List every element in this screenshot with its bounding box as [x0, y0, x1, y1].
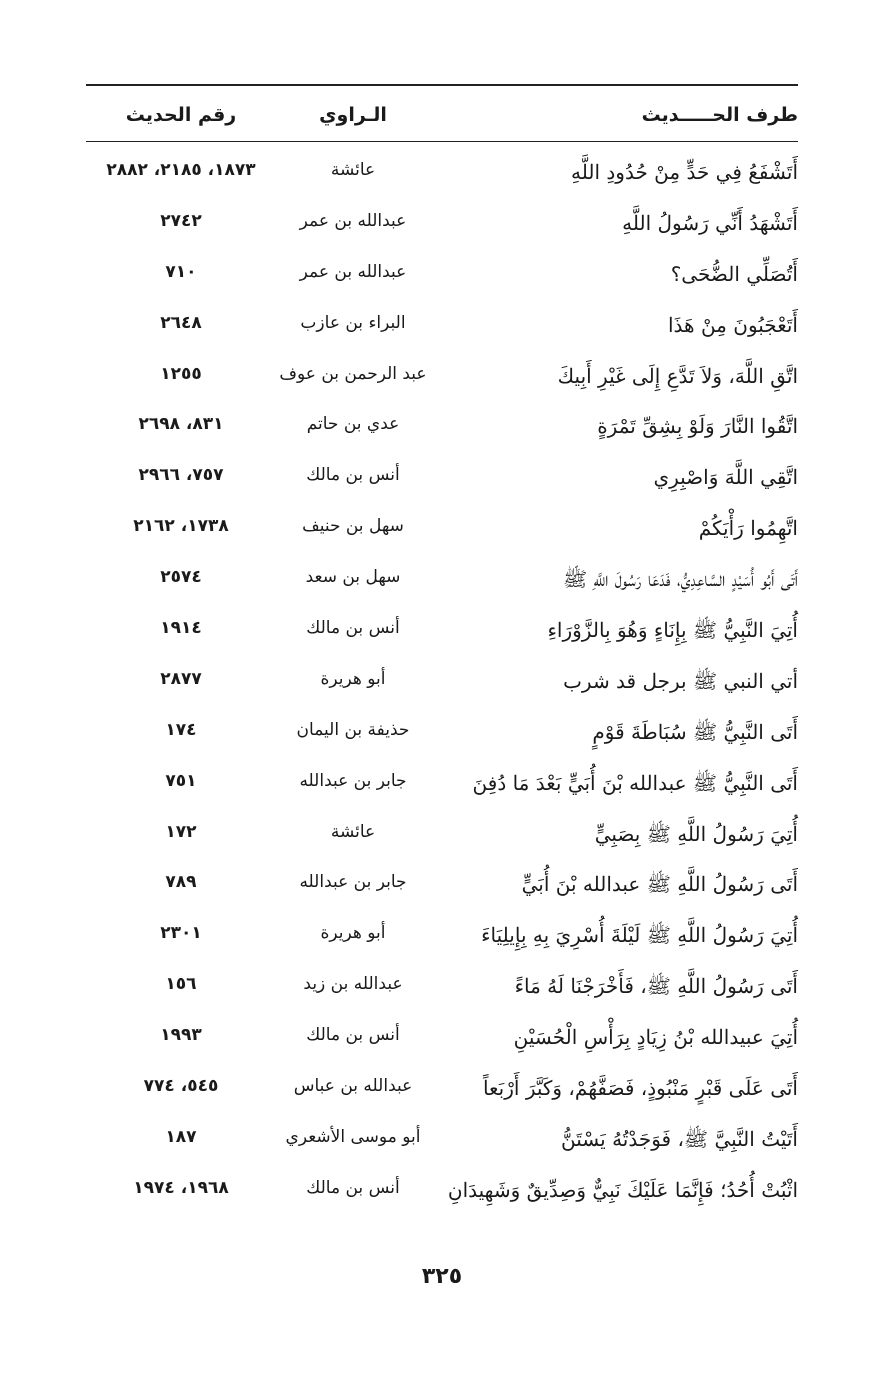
narrator: عبدالله بن عمر	[299, 261, 407, 282]
table-row	[86, 1117, 798, 1168]
table-row	[86, 659, 798, 710]
hadith-numbers: ١٧٢	[165, 821, 197, 842]
hadith-numbers: ٨٣١، ٢٦٩٨	[138, 414, 224, 435]
top-rule	[86, 84, 798, 86]
hadith-text: اتَّقُوا النَّارَ وَلَوْ بِشِقِّ تَمْرَةٍ	[597, 414, 798, 439]
hadith-numbers: ٧٥٧، ٢٩٦٦	[138, 465, 224, 486]
page-number: ٣٢٥	[421, 1264, 463, 1289]
hadith-numbers: ٢٦٤٨	[160, 312, 202, 333]
narrator: عبدالله بن عباس	[293, 1076, 413, 1097]
hadith-numbers: ١٢٥٥	[160, 363, 202, 384]
hadith-numbers: ٧١٠	[165, 261, 197, 282]
narrator: أنس بن مالك	[306, 1025, 400, 1046]
table-row	[86, 964, 798, 1015]
header-rule	[86, 141, 798, 142]
table-row	[86, 303, 798, 354]
table-row	[86, 710, 798, 761]
hadith-numbers: ٧٨٩	[165, 872, 197, 893]
table-row	[86, 506, 798, 557]
table-row	[86, 201, 798, 252]
hadith-numbers: ١٩٦٨، ١٩٧٤	[133, 1177, 229, 1198]
hadith-numbers: ١٩١٤	[160, 618, 202, 639]
hadith-text: أتي النبي ﷺ برجل قد شرب	[563, 668, 798, 693]
hadith-text: أُتِيَ عبيدالله بْنُ زِيَادٍ بِرَأْسِ الْحُسَيْنِ	[513, 1025, 798, 1050]
narrator: جابر بن عبدالله	[299, 770, 407, 791]
hadith-text: أَتَى رَسُولُ اللَّهِ ﷺ، فَأَخْرَجْنَا لَهُ مَاءً	[514, 974, 798, 999]
narrator: عائشة	[330, 821, 376, 842]
hadith-numbers: ١٨٧	[165, 1126, 197, 1147]
table-row	[86, 455, 798, 506]
narrator: أنس بن مالك	[306, 618, 400, 639]
hadith-text: أَتَى عَلَى قَبْرٍ مَنْبُوذٍ، فَصَفَّهُمْ، وَكَبَّرَ أَرْبَعاً	[482, 1076, 798, 1101]
hadith-text: أَتَعْجَبُونَ مِنْ هَذَا	[668, 312, 798, 337]
narrator: سهل بن حنيف	[302, 516, 404, 537]
narrator: البراء بن عازب	[300, 312, 406, 333]
hadith-numbers: ١٩٩٣	[160, 1025, 202, 1046]
narrator: حذيفة بن اليمان	[296, 719, 410, 740]
hadith-numbers: ١٧٣٨، ٢١٦٢	[133, 516, 229, 537]
table-row	[86, 862, 798, 913]
table-row	[86, 404, 798, 455]
table-body	[86, 150, 798, 1219]
table-header	[86, 96, 798, 140]
table-row	[86, 150, 798, 201]
narrator: أنس بن مالك	[306, 1177, 400, 1198]
table-row	[86, 608, 798, 659]
hadith-text: أَتَشْهَدُ أَنِّي رَسُولُ اللَّهِ	[622, 210, 798, 235]
narrator: عائشة	[330, 160, 376, 180]
narrator: أنس بن مالك	[306, 465, 400, 486]
hadith-text: أُتِيَ رَسُولُ اللَّهِ ﷺ لَيْلَةَ أُسْرِيَ بِهِ بِإِيلِيَاءَ	[481, 923, 798, 948]
table-row	[86, 1168, 798, 1219]
narrator: عبد الرحمن بن عوف	[279, 363, 427, 384]
narrator: أبو موسى الأشعري	[285, 1126, 421, 1147]
hadith-numbers: ٧٥١	[165, 770, 197, 791]
table-row	[86, 557, 798, 608]
table-row	[86, 913, 798, 964]
hadith-numbers: ٢٣٠١	[160, 923, 202, 944]
hadith-numbers: ٢٧٤٢	[160, 210, 202, 231]
hadith-text: أَتَى النَّبِيُّ ﷺ عبدالله بْنَ أُبَيٍّ بَعْدَ مَا دُفِنَ	[472, 770, 798, 795]
hadith-numbers: ٥٤٥، ٧٧٤	[143, 1076, 219, 1097]
hadith-text: أُتِيَ النَّبِيُّ ﷺ بِإِنَاءٍ وَهُوَ بِالزَّوْرَاءِ	[547, 618, 798, 643]
hadith-numbers: ٢٨٧٧	[160, 668, 202, 689]
hadith-text: أَتَى النَّبِيُّ ﷺ سُبَاطَةَ قَوْمٍ	[592, 719, 798, 744]
narrator: عبدالله بن زيد	[303, 974, 403, 995]
hadith-numbers: ١٧٤	[165, 719, 197, 740]
narrator: عدي بن حاتم	[306, 414, 400, 435]
header-rawi: الـراوي	[319, 104, 387, 126]
narrator: جابر بن عبدالله	[299, 872, 407, 893]
hadith-text: اتَّهِمُوا رَأْيَكُمْ	[698, 516, 798, 541]
table-row	[86, 761, 798, 812]
narrator: أبو هريرة	[320, 923, 386, 944]
hadith-text: اتَّقِي اللَّهَ وَاصْبِرِي	[653, 465, 798, 490]
hadith-text: أَتَى رَسُولُ اللَّهِ ﷺ عبدالله بْنَ أُبَيٍّ	[521, 872, 798, 897]
hadith-numbers: ١٥٦	[165, 974, 197, 995]
header-number: رقم الحديث	[125, 104, 237, 126]
narrator: سهل بن سعد	[305, 567, 401, 588]
hadith-numbers: ٢٥٧٤	[160, 567, 202, 588]
narrator: أبو هريرة	[320, 668, 386, 689]
table-row	[86, 252, 798, 303]
hadith-text: أُتِيَ رَسُولُ اللَّهِ ﷺ بِصَبِيٍّ	[594, 821, 798, 846]
table-row	[86, 812, 798, 863]
hadith-text: أَتَيْتُ النَّبِيَّ ﷺ، فَوَجَدْتُهُ يَسْتَنُّ	[561, 1126, 798, 1151]
hadith-text: اتَّقِ اللَّهَ، وَلاَ تَدَّعِ إِلَى غَيْرِ أَبِيكَ	[557, 363, 798, 388]
hadith-text: أَتُصَلِّي الضُّحَى؟	[670, 261, 798, 286]
table-row	[86, 1015, 798, 1066]
table-row	[86, 354, 798, 405]
hadith-text: أَتَى أَبُو أُسَيْدٍ السَّاعِدِيُّ، فَدَعَا رَسُولَ اللَّهِ ﷺ	[562, 567, 798, 592]
header-hadith: طرف الحـــــديث	[641, 104, 798, 126]
table-row	[86, 1066, 798, 1117]
hadith-numbers: ١٨٧٣، ٢١٨٥، ٢٨٨٢	[106, 160, 256, 180]
hadith-text: اثْبُتْ أُحُدُ؛ فَإِنَّمَا عَلَيْكَ نَبِيٌّ وَصِدِّيقٌ وَشَهِيدَانِ	[447, 1177, 798, 1202]
narrator: عبدالله بن عمر	[299, 210, 407, 231]
hadith-text: أَتَشْفَعُ فِي حَدٍّ مِنْ حُدُودِ اللَّهِ	[571, 160, 798, 184]
index-page	[86, 84, 798, 1334]
